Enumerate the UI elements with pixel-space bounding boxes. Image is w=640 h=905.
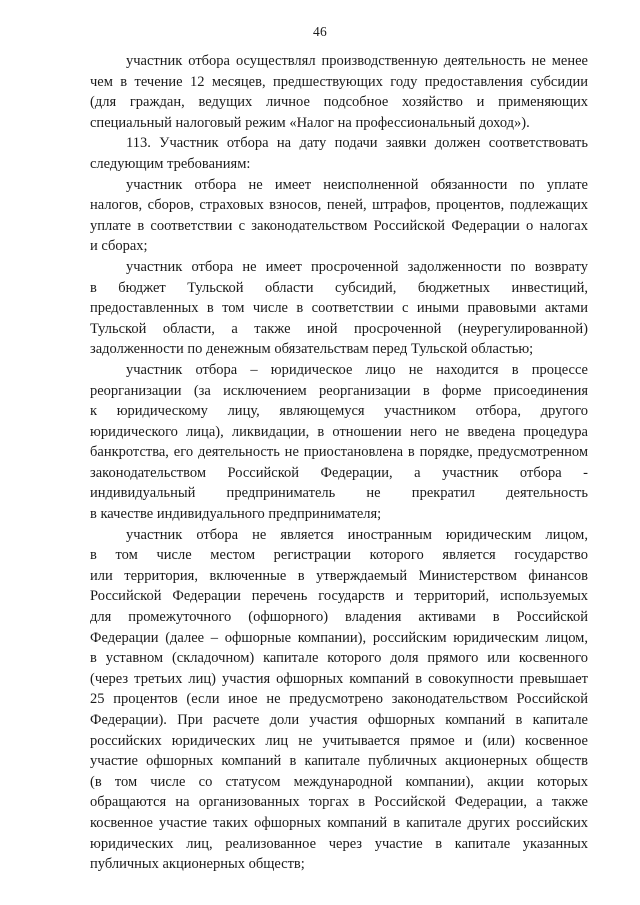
text-line: (в том числе со статусом международной компании), акции которых [90, 773, 588, 790]
paragraph [90, 525, 588, 875]
text-line: для промежуточного (офшорного) владения активами в Российской [90, 609, 588, 626]
text-line: обращаются на организованных торгах в Российской Федерации, а также [90, 794, 588, 811]
text-line: участник отбора – юридическое лицо не находится в процессе [126, 361, 588, 378]
text-line: индивидуальный предприниматель не прекратил деятельность [90, 485, 588, 502]
text-line: законодательством Российской Федерации, а участник отбора - [90, 464, 588, 481]
paragraph [90, 360, 588, 525]
text-line: в качестве индивидуального предпринимателя; [90, 506, 382, 523]
text-line: (для граждан, ведущих личное подсобное хозяйство и применяющих [90, 94, 588, 111]
text-line: специальный налоговый режим «Налог на профессиональный доход»). [90, 114, 530, 131]
text-line: и сборах; [90, 238, 148, 255]
text-line: Федерации (далее – офшорные компании), российским юридическим лицом, [90, 629, 588, 646]
document-body [90, 51, 588, 875]
paragraph [90, 257, 588, 360]
text-line: к юридическому лицу, являющемуся участником отбора, другого [90, 403, 588, 420]
paragraph [90, 175, 588, 257]
text-line: участие офшорных компаний в капитале публичных акционерных обществ [90, 753, 588, 770]
text-line: Федерации). При расчете доли участия офшорных компаний в капитале [90, 712, 588, 728]
text-line: юридического лица), ликвидации, в отношении него не введена процедура [90, 423, 588, 440]
text-line: в том числе местом регистрации которого является государство [90, 547, 588, 564]
text-line: участник отбора не является иностранным юридическим лицом, [126, 526, 588, 543]
text-line: российских юридических лиц не учитывается прямое и (или) косвенное [90, 732, 588, 749]
text-line: реорганизации (за исключением реорганизации в форме присоединения [90, 382, 588, 399]
page-number: 46 [312, 24, 328, 39]
text-line: 113. Участник отбора на дату подачи заявки должен соответствовать [126, 135, 588, 152]
text-line: публичных акционерных обществ; [90, 856, 305, 873]
text-line: в бюджет Тульской области субсидий, бюджетных инвестиций, [90, 279, 588, 296]
text-line: Российской Федерации перечень государств и территорий, используемых [90, 588, 588, 605]
text-line: юридических лиц, реализованное через участие в капитале указанных [90, 835, 588, 852]
text-line: в уставном (складочном) капитале которого доля прямого или косвенного [90, 650, 588, 667]
text-line: банкротства, его деятельность не приостановлена в порядке, предусмотренном [90, 444, 588, 461]
text-line: чем в течение 12 месяцев, предшествующих году предоставления субсидии [90, 73, 588, 90]
text-line: следующим требованиям: [90, 155, 251, 172]
text-line: или территория, включенные в утверждаемый Министерством финансов [90, 567, 588, 584]
text-line: задолженности по денежным обязательствам перед Тульской областью; [90, 341, 534, 358]
text-line: участник отбора не имеет просроченной задолженности по возврату [126, 258, 588, 275]
text-line: уплате в соответствии с законодательством Российской Федерации о налогах [90, 217, 588, 234]
text-line: Тульской области, а также иной просроченной (неурегулированной) [90, 320, 588, 337]
text-line: участник отбора осуществлял производственную деятельность не менее [126, 53, 588, 69]
text-line: предоставленных в том числе в соответствии с иными правовыми актами [90, 300, 588, 317]
text-line: (через третьих лиц) участия офшорных компаний в совокупности превышает [90, 670, 588, 687]
text-line: косвенное участие таких офшорных компаний в капитале других российских [90, 814, 588, 831]
text-line: налогов, сборов, страховых взносов, пеней, штрафов, процентов, подлежащих [90, 197, 588, 214]
paragraph [90, 133, 588, 174]
text-line: участник отбора не имеет неисполненной обязанности по уплате [126, 176, 588, 193]
text-line: 25 процентов (если иное не предусмотрено законодательством Российской [90, 691, 588, 708]
paragraph [90, 51, 588, 133]
